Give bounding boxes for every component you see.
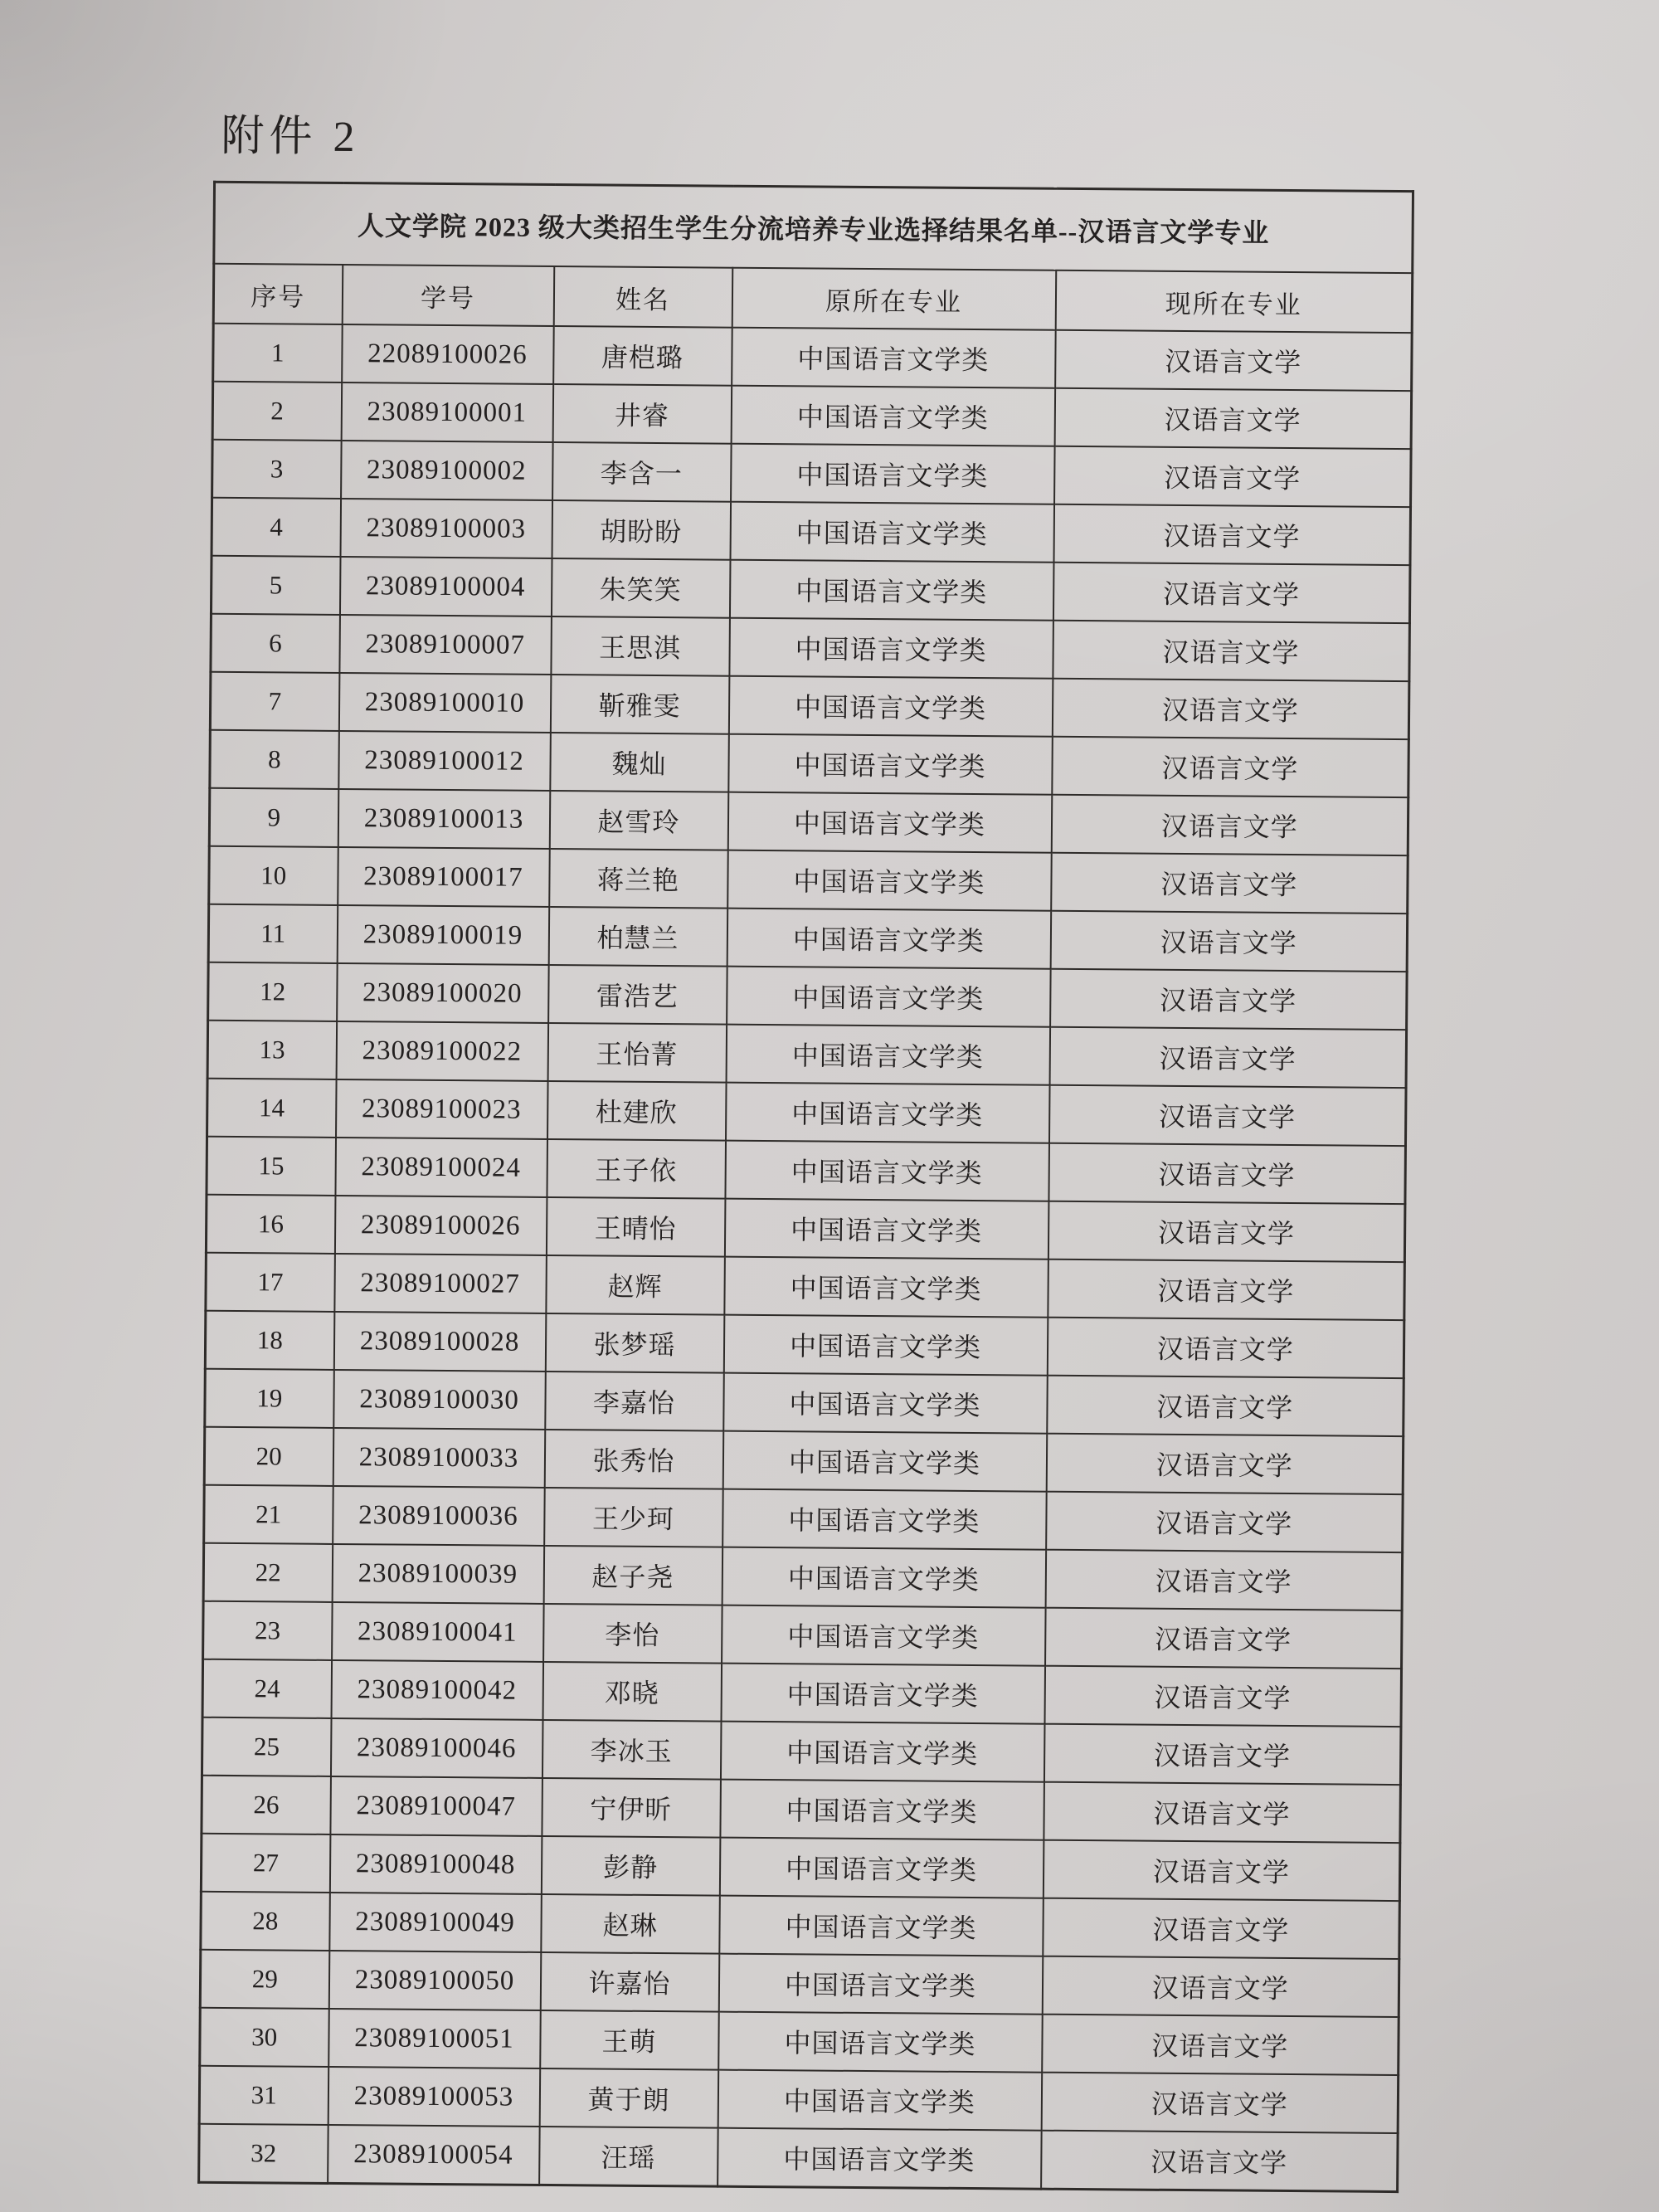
cell-name: 邓晓: [542, 1662, 722, 1722]
cell-no: 32: [199, 2124, 328, 2184]
cell-no: 16: [206, 1195, 335, 1254]
cell-name: 王萌: [540, 2010, 719, 2070]
cell-current_major: 汉语言文学: [1043, 1898, 1400, 1959]
table-header-row: [213, 264, 1413, 333]
table-row: [207, 1021, 1407, 1088]
cell-current_major: 汉语言文学: [1044, 1782, 1401, 1843]
cell-student_id: 23089100026: [334, 1196, 547, 1255]
cell-no: 10: [209, 846, 338, 905]
table-row: [203, 1601, 1403, 1669]
cell-no: 24: [202, 1659, 332, 1718]
column-header: 学号: [342, 265, 554, 326]
cell-original_major: 中国语言文学类: [726, 1025, 1050, 1085]
cell-no: 19: [205, 1369, 334, 1428]
column-header: 原所在专业: [732, 268, 1056, 330]
cell-name: 魏灿: [550, 733, 729, 792]
cell-student_id: 23089100020: [337, 963, 549, 1023]
cell-original_major: 中国语言文学类: [719, 1896, 1044, 1956]
cell-current_major: 汉语言文学: [1055, 330, 1413, 391]
cell-student_id: 23089100010: [338, 673, 551, 733]
cell-current_major: 汉语言文学: [1053, 621, 1410, 681]
cell-original_major: 中国语言文学类: [722, 1605, 1046, 1666]
cell-no: 23: [203, 1601, 333, 1660]
cell-name: 王晴怡: [546, 1197, 725, 1257]
cell-name: 朱笑笑: [551, 558, 730, 618]
cell-student_id: 23089100017: [338, 847, 550, 907]
table-row: [210, 672, 1409, 739]
cell-no: 6: [211, 614, 340, 673]
cell-current_major: 汉语言文学: [1044, 1666, 1402, 1727]
table-row: [204, 1427, 1404, 1494]
cell-current_major: 汉语言文学: [1050, 911, 1408, 972]
cell-current_major: 汉语言文学: [1041, 2073, 1399, 2133]
cell-original_major: 中国语言文学类: [731, 386, 1055, 446]
cell-name: 赵琳: [541, 1894, 720, 1954]
cell-current_major: 汉语言文学: [1046, 1434, 1404, 1494]
cell-no: 8: [210, 730, 339, 789]
cell-name: 李嘉怡: [545, 1372, 724, 1431]
cell-name: 赵辉: [546, 1255, 725, 1315]
cell-name: 赵子尧: [543, 1546, 722, 1605]
cell-student_id: 23089100013: [338, 789, 550, 849]
table-row: [208, 904, 1408, 972]
cell-student_id: 23089100027: [334, 1254, 547, 1313]
cell-original_major: 中国语言文学类: [730, 502, 1054, 563]
student-roster-table: [197, 181, 1414, 2193]
cell-student_id: 23089100048: [329, 1834, 542, 1894]
cell-original_major: 中国语言文学类: [720, 1722, 1044, 1782]
cell-name: 张秀怡: [544, 1430, 723, 1489]
cell-current_major: 汉语言文学: [1050, 969, 1408, 1030]
cell-no: 15: [207, 1137, 336, 1196]
cell-name: 靳雅雯: [550, 675, 729, 734]
cell-name: 李怡: [543, 1604, 722, 1664]
cell-name: 蒋兰艳: [549, 849, 728, 909]
cell-student_id: 23089100051: [328, 2009, 541, 2068]
table-row: [199, 2066, 1399, 2133]
cell-student_id: 23089100022: [336, 1021, 548, 1081]
cell-name: 王怡菁: [547, 1023, 727, 1083]
cell-original_major: 中国语言文学类: [732, 328, 1056, 388]
table-row: [206, 1195, 1405, 1262]
cell-name: 胡盼盼: [552, 500, 731, 560]
table-row: [204, 1485, 1404, 1552]
cell-current_major: 汉语言文学: [1049, 1027, 1407, 1088]
cell-student_id: 23089100053: [328, 2067, 540, 2127]
cell-name: 杜建欣: [547, 1081, 727, 1141]
column-header: 现所在专业: [1055, 270, 1413, 333]
cell-student_id: 23089100054: [328, 2125, 540, 2185]
cell-no: 5: [211, 556, 340, 615]
cell-student_id: 23089100012: [338, 731, 551, 791]
cell-current_major: 汉语言文学: [1045, 1550, 1403, 1610]
cell-no: 26: [202, 1776, 331, 1834]
cell-original_major: 中国语言文学类: [727, 909, 1051, 969]
cell-current_major: 汉语言文学: [1048, 1201, 1405, 1262]
cell-original_major: 中国语言文学类: [731, 444, 1055, 504]
cell-no: 4: [212, 498, 341, 557]
table-row: [208, 962, 1408, 1030]
cell-no: 3: [212, 440, 342, 499]
cell-student_id: 23089100002: [341, 441, 553, 500]
table-row: [207, 1079, 1407, 1146]
table-row: [206, 1253, 1405, 1320]
cell-name: 彭静: [541, 1836, 720, 1896]
cell-no: 31: [199, 2066, 328, 2125]
table-title: 人文学院 2023 级大类招生学生分流培养专业选择结果名单--汉语言文学专业: [214, 182, 1413, 273]
cell-original_major: 中国语言文学类: [723, 1315, 1048, 1376]
table-row: [200, 2008, 1399, 2075]
cell-no: 14: [207, 1079, 337, 1138]
table-row: [202, 1717, 1401, 1785]
cell-original_major: 中国语言文学类: [723, 1373, 1048, 1434]
cell-student_id: 23089100033: [333, 1428, 545, 1488]
cell-current_major: 汉语言文学: [1043, 1840, 1400, 1901]
cell-current_major: 汉语言文学: [1052, 679, 1409, 739]
cell-no: 2: [212, 382, 342, 441]
cell-original_major: 中国语言文学类: [727, 792, 1052, 853]
table-row: [202, 1659, 1402, 1727]
cell-name: 汪瑶: [539, 2127, 718, 2186]
table-row: [202, 1776, 1401, 1843]
table-row: [200, 1950, 1399, 2017]
cell-current_major: 汉语言文学: [1044, 1724, 1401, 1785]
cell-student_id: 23089100041: [332, 1602, 544, 1662]
cell-name: 张梦瑶: [545, 1313, 724, 1373]
cell-no: 20: [204, 1427, 333, 1486]
cell-original_major: 中国语言文学类: [729, 618, 1053, 679]
cell-original_major: 中国语言文学类: [727, 967, 1051, 1027]
cell-current_major: 汉语言文学: [1042, 2015, 1399, 2075]
table-row: [209, 788, 1408, 855]
cell-original_major: 中国语言文学类: [722, 1547, 1046, 1608]
table-row: [205, 1369, 1404, 1436]
cell-student_id: 22089100026: [342, 324, 554, 384]
cell-original_major: 中国语言文学类: [726, 1083, 1050, 1143]
cell-student_id: 23089100004: [339, 557, 552, 616]
table-title-row: [214, 182, 1413, 273]
table-row: [207, 1137, 1406, 1204]
cell-current_major: 汉语言文学: [1042, 1956, 1399, 2017]
cell-original_major: 中国语言文学类: [729, 560, 1053, 621]
cell-current_major: 汉语言文学: [1054, 446, 1412, 507]
cell-student_id: 23089100023: [336, 1079, 548, 1139]
table-row: [203, 1543, 1403, 1610]
cell-no: 18: [205, 1311, 334, 1370]
cell-name: 李含一: [552, 442, 732, 502]
table-row: [212, 382, 1412, 449]
table-row: [209, 846, 1408, 914]
cell-student_id: 23089100007: [339, 615, 552, 675]
cell-original_major: 中国语言文学类: [722, 1489, 1047, 1550]
cell-no: 28: [201, 1892, 330, 1951]
cell-current_major: 汉语言文学: [1051, 795, 1408, 855]
cell-original_major: 中国语言文学类: [720, 1780, 1044, 1840]
column-header: 序号: [213, 264, 343, 324]
cell-original_major: 中国语言文学类: [719, 1838, 1044, 1898]
cell-student_id: 23089100047: [330, 1776, 542, 1836]
cell-name: 宁伊昕: [542, 1778, 721, 1838]
cell-student_id: 23089100049: [329, 1893, 542, 1952]
cell-original_major: 中国语言文学类: [721, 1664, 1045, 1724]
cell-name: 王思淇: [551, 616, 730, 676]
table-row: [205, 1311, 1404, 1378]
cell-student_id: 23089100019: [337, 905, 549, 965]
cell-current_major: 汉语言文学: [1048, 1085, 1406, 1146]
cell-original_major: 中国语言文学类: [718, 2012, 1043, 2073]
table-row: [212, 498, 1411, 565]
table-row: [201, 1834, 1400, 1901]
table-row: [201, 1892, 1400, 1959]
cell-no: 13: [207, 1021, 337, 1079]
cell-student_id: 23089100042: [331, 1660, 543, 1720]
attachment-label: 附件 2: [221, 112, 360, 162]
cell-current_major: 汉语言文学: [1052, 737, 1409, 797]
cell-current_major: 汉语言文学: [1041, 2131, 1399, 2192]
cell-original_major: 中国语言文学类: [725, 1141, 1049, 1201]
cell-no: 12: [208, 962, 338, 1021]
cell-no: 9: [209, 788, 338, 847]
cell-current_major: 汉语言文学: [1045, 1608, 1403, 1669]
cell-name: 赵雪玲: [549, 791, 728, 850]
cell-current_major: 汉语言文学: [1051, 853, 1408, 914]
table-row: [199, 2124, 1399, 2192]
cell-no: 11: [208, 904, 338, 963]
cell-original_major: 中国语言文学类: [727, 850, 1052, 911]
cell-current_major: 汉语言文学: [1053, 563, 1410, 623]
cell-no: 1: [213, 324, 343, 382]
cell-original_major: 中国语言文学类: [718, 2128, 1042, 2190]
cell-no: 25: [202, 1717, 331, 1776]
cell-student_id: 23089100050: [328, 1951, 541, 2010]
cell-student_id: 23089100001: [341, 382, 553, 442]
cell-student_id: 23089100039: [332, 1544, 544, 1604]
cell-name: 柏慧兰: [548, 907, 727, 967]
table-row: [211, 556, 1410, 623]
cell-current_major: 汉语言文学: [1048, 1143, 1406, 1204]
cell-student_id: 23089100028: [333, 1312, 546, 1372]
table-row: [211, 614, 1410, 681]
cell-current_major: 汉语言文学: [1047, 1376, 1404, 1436]
cell-current_major: 汉语言文学: [1053, 504, 1411, 565]
table-row: [212, 440, 1412, 507]
cell-current_major: 汉语言文学: [1054, 388, 1412, 449]
cell-name: 唐桤璐: [553, 326, 732, 386]
cell-no: 30: [200, 2008, 329, 2067]
cell-original_major: 中国语言文学类: [724, 1199, 1048, 1259]
cell-student_id: 23089100003: [340, 499, 552, 558]
cell-name: 许嘉怡: [540, 1952, 719, 2012]
cell-student_id: 23089100046: [330, 1718, 542, 1778]
table-row: [213, 324, 1413, 391]
cell-student_id: 23089100030: [333, 1370, 546, 1430]
cell-name: 黄于朗: [539, 2068, 718, 2128]
cell-no: 21: [204, 1485, 333, 1544]
cell-current_major: 汉语言文学: [1048, 1259, 1405, 1320]
cell-student_id: 23089100036: [333, 1486, 545, 1546]
cell-original_major: 中国语言文学类: [728, 734, 1053, 795]
cell-original_major: 中国语言文学类: [718, 2070, 1042, 2131]
cell-name: 雷浩艺: [548, 965, 727, 1025]
cell-original_major: 中国语言文学类: [728, 676, 1053, 737]
cell-current_major: 汉语言文学: [1046, 1492, 1404, 1552]
cell-no: 27: [201, 1834, 330, 1893]
cell-current_major: 汉语言文学: [1047, 1318, 1404, 1378]
cell-name: 王子依: [547, 1139, 726, 1199]
cell-name: 井睿: [552, 384, 732, 444]
student-table-body: [199, 324, 1413, 2192]
table-row: [210, 730, 1409, 797]
cell-no: 22: [203, 1543, 333, 1602]
cell-no: 7: [210, 672, 339, 731]
cell-student_id: 23089100024: [335, 1138, 547, 1197]
cell-name: 李冰玉: [542, 1720, 721, 1780]
cell-name: 王少珂: [544, 1488, 723, 1547]
column-header: 姓名: [553, 266, 732, 328]
cell-no: 17: [206, 1253, 335, 1312]
cell-original_major: 中国语言文学类: [724, 1257, 1048, 1318]
cell-original_major: 中国语言文学类: [718, 1954, 1043, 2015]
cell-original_major: 中国语言文学类: [722, 1431, 1047, 1492]
cell-no: 29: [200, 1950, 329, 2009]
